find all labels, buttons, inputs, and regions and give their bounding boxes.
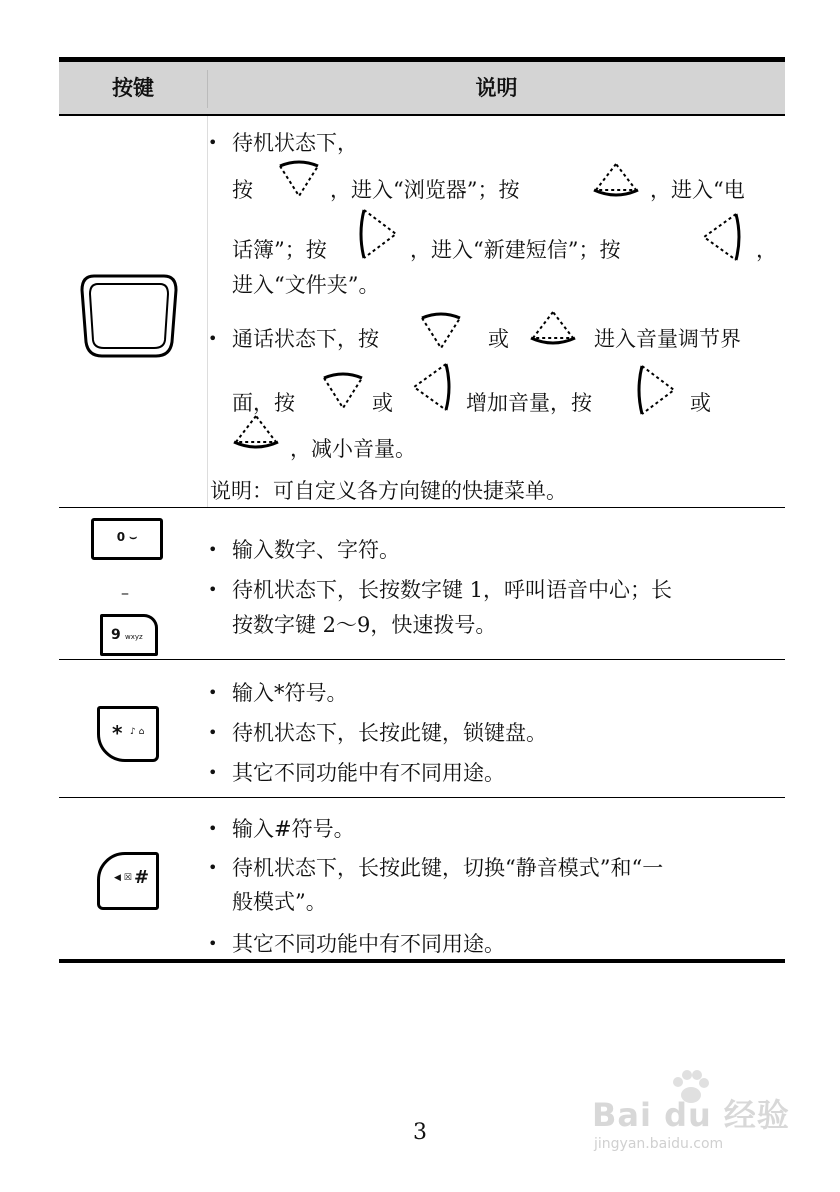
row4-bullet2-line2: 般模式”。	[232, 890, 327, 914]
bullet: •	[208, 819, 218, 838]
row1-new-sms-text: ，进入“新建短信”；按	[410, 238, 621, 262]
row-divider-1	[59, 507, 785, 508]
row1-phonebook-text-a: ，进入“电	[650, 178, 745, 202]
bullet: •	[208, 763, 218, 782]
star-key-icon	[97, 706, 159, 762]
right-arrow-key-icon	[634, 362, 678, 418]
row1-or-text: 或	[690, 391, 711, 415]
watermark-url: jingyan.baidu.com	[594, 1136, 724, 1152]
hash-key-label: #	[134, 867, 150, 888]
row1-volume-up-text: 增加音量，按	[466, 391, 592, 415]
row4-bullet2-line1: 待机状态下，长按此键，切换“静音模式”和“一	[232, 856, 664, 880]
right-arrow-key-icon	[356, 206, 400, 262]
bullet: •	[208, 683, 218, 702]
silent-mode-icon: ◀ ☒	[114, 873, 132, 883]
range-dash: –	[121, 583, 129, 602]
row3-bullet2: 待机状态下，长按此键，锁键盘。	[232, 721, 547, 745]
bullet: •	[208, 858, 218, 877]
row4-bullet1: 输入#符号。	[232, 817, 355, 841]
page-number: 3	[413, 1120, 427, 1145]
key-9-label: 9	[111, 627, 121, 643]
key-9-sublabel: wxyz	[125, 633, 143, 641]
table-bottom-rule	[59, 959, 785, 963]
up-arrow-key-icon	[230, 412, 282, 454]
down-arrow-key-icon	[320, 372, 366, 412]
left-arrow-key-icon	[700, 210, 744, 264]
bullet: •	[208, 723, 218, 742]
row4-bullet3: 其它不同功能中有不同用途。	[232, 932, 505, 956]
up-arrow-key-icon	[527, 308, 579, 350]
row1-phonebook-text-b: 话簿”；按	[232, 238, 327, 262]
lock-icon: ♪ ⌂	[130, 727, 145, 737]
column-separator	[207, 116, 208, 507]
left-arrow-key-icon	[410, 360, 454, 414]
hash-key-icon	[97, 852, 159, 910]
table-header	[59, 62, 785, 114]
bullet: •	[208, 580, 218, 599]
row1-or-text: 或	[488, 327, 509, 351]
row1-volume-adjust-text: 进入音量调节界	[594, 327, 741, 351]
watermark-brand: Bai du 经验	[592, 1096, 790, 1134]
key-0-label: 0 ⌣	[116, 530, 138, 544]
row1-call-state-text: 通话状态下，按	[232, 327, 379, 351]
row1-bullet1-line1: 待机状态下，	[232, 131, 358, 155]
row1-volume-down-text: ，减小音量。	[290, 437, 416, 461]
key-0-icon	[91, 518, 163, 560]
row1-or-text: 或	[372, 391, 393, 415]
down-arrow-key-icon	[276, 160, 322, 200]
row1-press-text: 按	[232, 178, 253, 202]
row-divider-3	[59, 797, 785, 798]
header-description-column: 说明	[475, 75, 518, 100]
bullet: •	[208, 540, 218, 559]
header-bottom-rule	[59, 114, 785, 116]
row3-bullet1: 输入*符号。	[232, 681, 348, 705]
up-arrow-key-icon	[590, 160, 642, 202]
bullet: •	[208, 934, 218, 953]
navigation-key-icon	[78, 272, 180, 360]
row1-bullet1-line4: 进入“文件夹”。	[232, 273, 380, 297]
row2-bullet1: 输入数字、字符。	[232, 538, 400, 562]
bullet: •	[208, 329, 218, 348]
bullet: •	[208, 133, 218, 152]
row1-face-press-text: 面，按	[232, 391, 295, 415]
row-divider-2	[59, 659, 785, 660]
header-key-column: 按键	[112, 75, 154, 100]
row1-note: 说明：可自定义各方向键的快捷菜单。	[210, 479, 567, 503]
star-key-label: *	[112, 721, 123, 745]
baidu-watermark	[592, 1070, 792, 1165]
down-arrow-key-icon	[418, 312, 464, 352]
row2-bullet2-line1: 待机状态下，长按数字键 1，呼叫语音中心；长	[232, 578, 673, 602]
row1-browser-text: ，进入“浏览器”；按	[330, 178, 520, 202]
row1-comma: ，	[756, 238, 777, 262]
row3-bullet3: 其它不同功能中有不同用途。	[232, 761, 505, 785]
key-9-icon	[100, 614, 158, 656]
row2-bullet2-line2: 按数字键 2～9，快速拨号。	[232, 613, 497, 637]
